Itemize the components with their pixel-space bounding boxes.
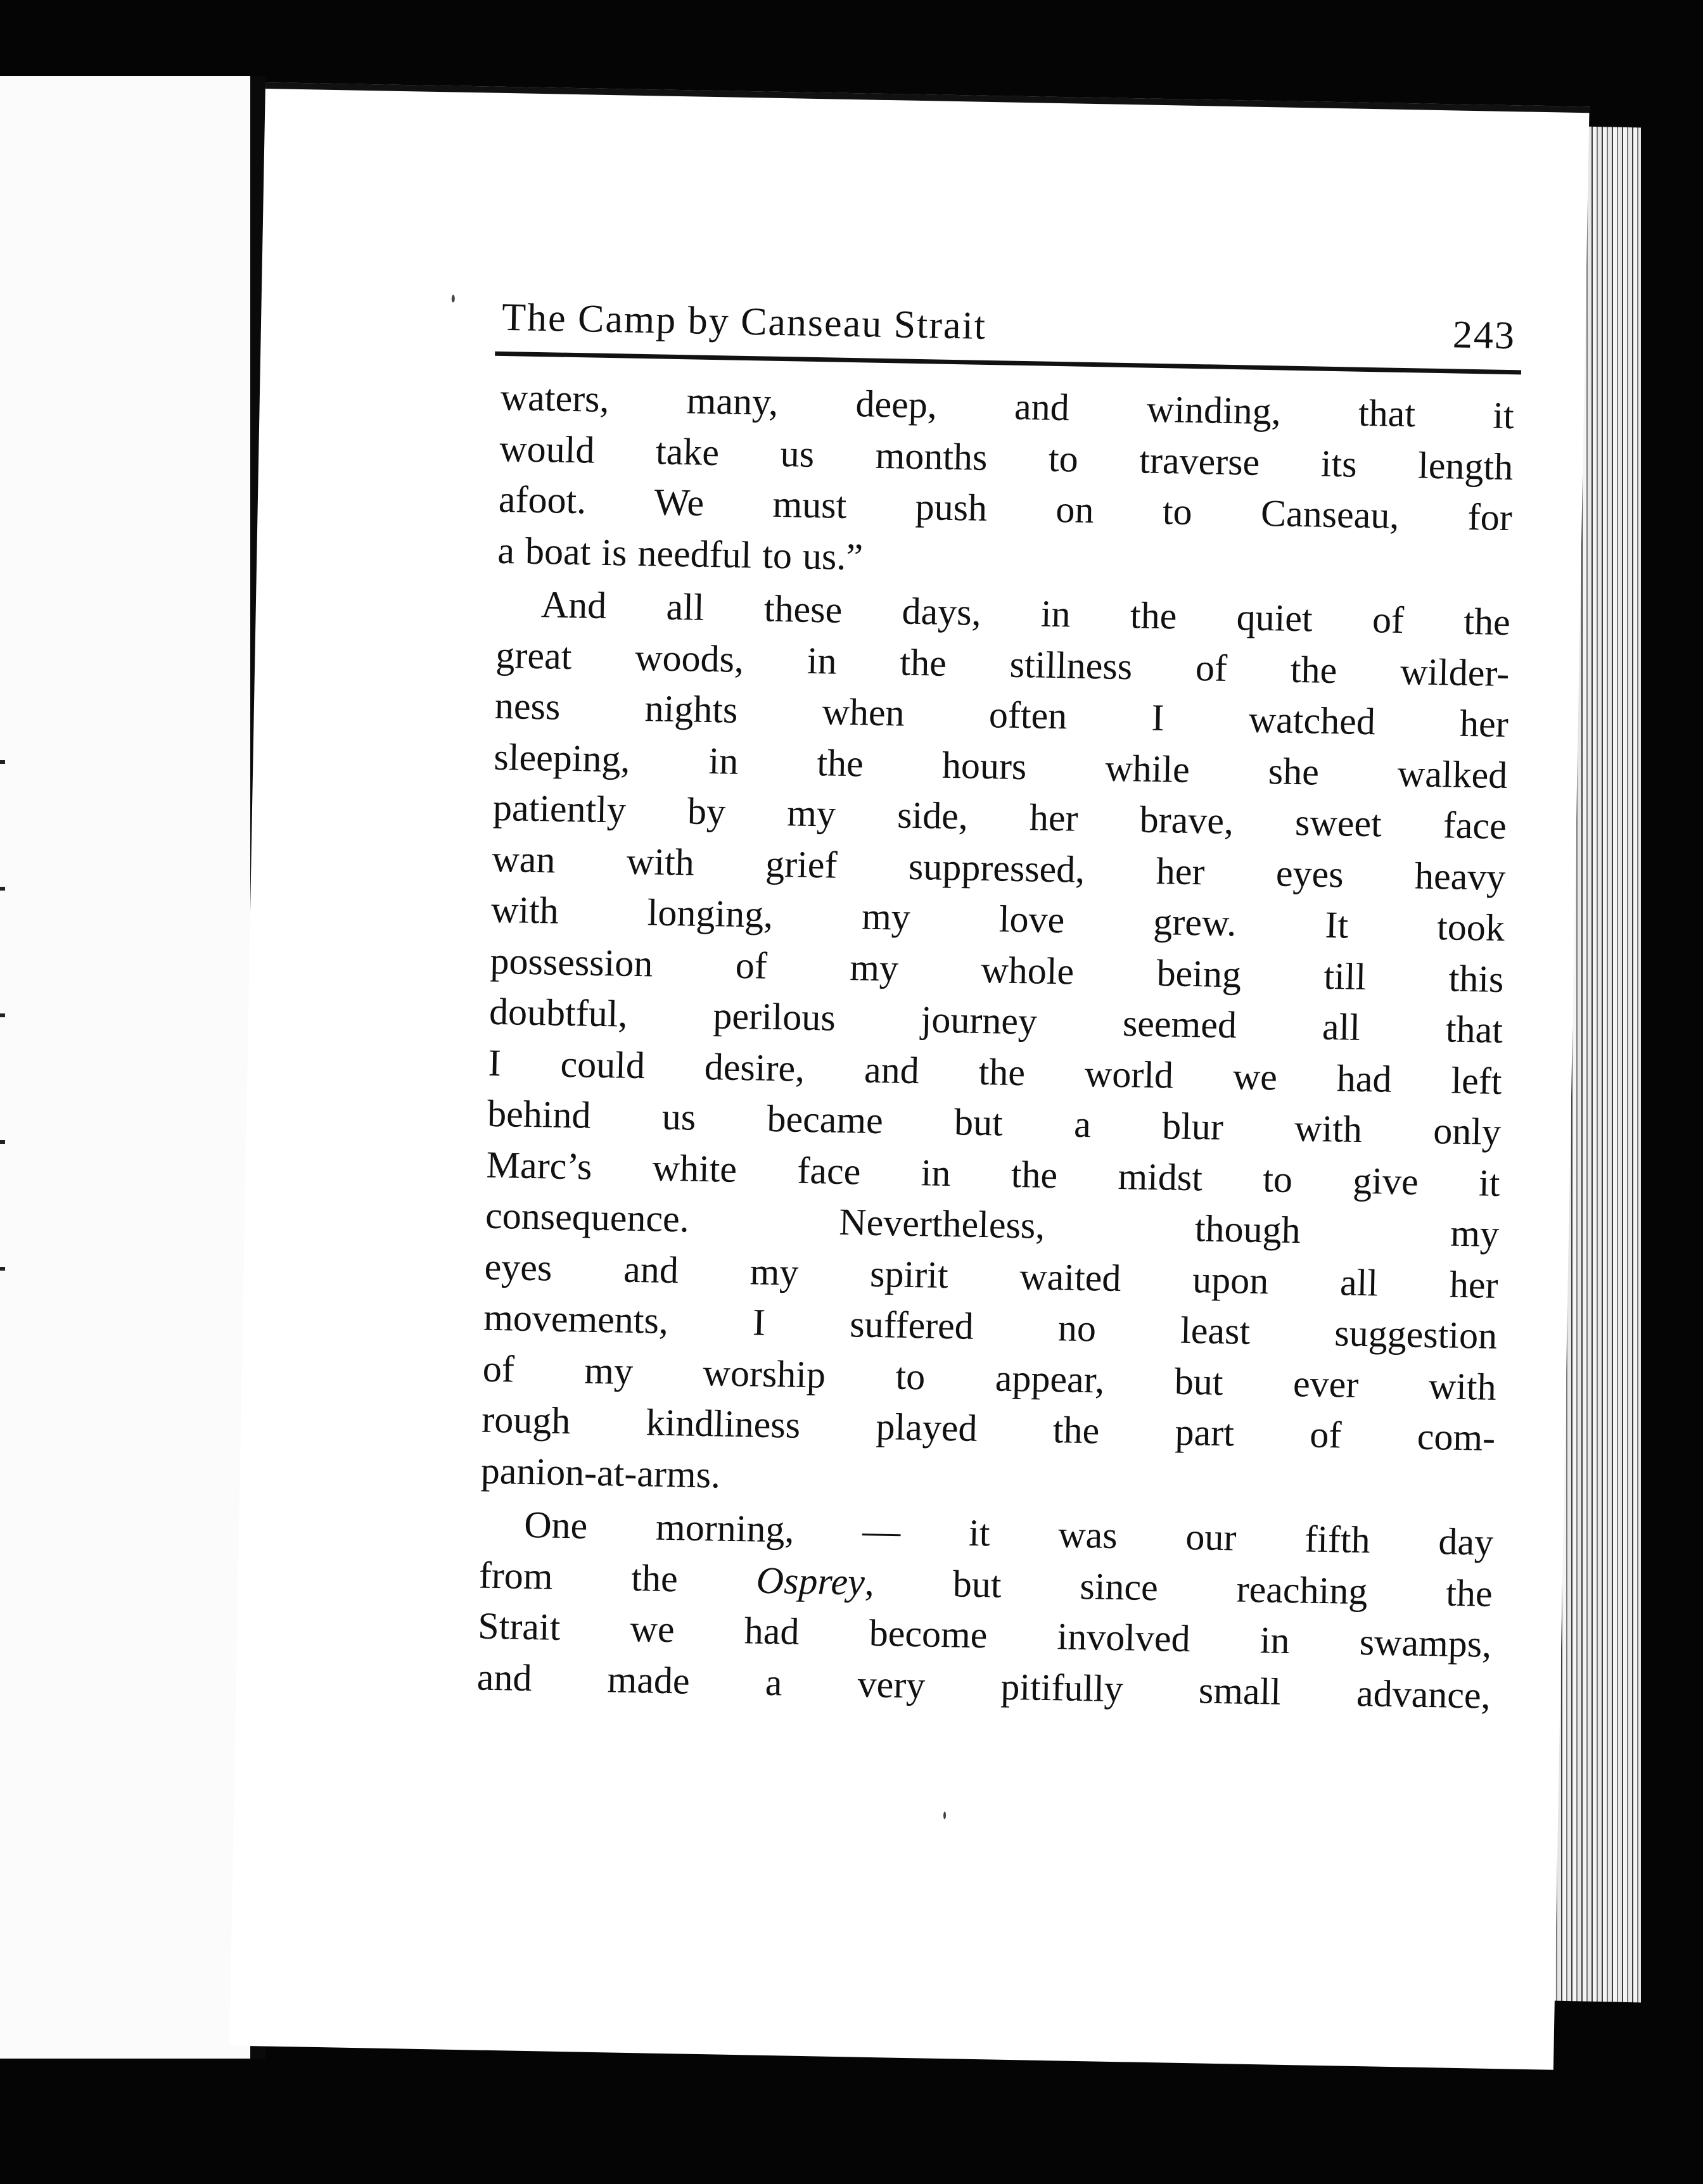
text-line: One morning, — it was our fifth day bbox=[523, 1503, 1494, 1563]
running-head bbox=[502, 283, 1516, 359]
text-line: eyes and my spirit waited upon all her bbox=[484, 1245, 1499, 1306]
text-line: I could desire, and the world we had left bbox=[488, 1041, 1503, 1102]
text-line: a boat is needful to us.” bbox=[497, 529, 864, 578]
text-line: Strait we had become involved in swamps, bbox=[477, 1604, 1492, 1665]
text-line: rough kindliness played the part of com- bbox=[481, 1398, 1496, 1459]
text-line: possession of my whole being till this bbox=[490, 939, 1504, 1000]
page-number: 243 bbox=[1452, 313, 1516, 358]
text-fragment: from the bbox=[478, 1554, 757, 1601]
text-line: panion-at-arms. bbox=[480, 1449, 721, 1496]
left-page-edge-marks bbox=[0, 760, 5, 1330]
text-line: sleeping, in the hours while she walked bbox=[493, 735, 1508, 796]
text-line: would take us months to traverse its length bbox=[499, 427, 1514, 488]
text-line: great woods, in the stillness of the wilder- bbox=[495, 633, 1510, 694]
text-line: waters, many, deep, and winding, that it bbox=[500, 376, 1515, 437]
body-text bbox=[476, 372, 1514, 1721]
text-line: doubtful, perilous journey seemed all that bbox=[488, 990, 1503, 1051]
scan-speck bbox=[452, 295, 455, 302]
text-line: and made a very pitifully small advance, bbox=[476, 1656, 1491, 1717]
scan-speck bbox=[943, 1812, 946, 1819]
text-line: ness nights when often I watched her bbox=[494, 684, 1509, 746]
text-line: wan with grief suppressed, her eyes heavy bbox=[492, 837, 1506, 898]
text-line: consequence. Nevertheless, though my bbox=[485, 1194, 1500, 1255]
text-fragment: , but since reaching the bbox=[864, 1561, 1493, 1615]
text-line: behind us became but a blur with only bbox=[487, 1092, 1502, 1153]
left-page bbox=[0, 76, 250, 2059]
text-line: movements, I suffered no least suggestion bbox=[483, 1296, 1498, 1357]
text-line: patiently by my side, her brave, sweet face bbox=[492, 786, 1507, 848]
ship-name-italic: Osprey bbox=[756, 1559, 865, 1603]
running-head-title: The Camp by Canseau Strait bbox=[501, 295, 987, 348]
text-line: afoot. We must push on to Canseau, for bbox=[498, 478, 1513, 539]
text-line: with longing, my love grew. It took bbox=[490, 888, 1505, 949]
text-line: Marc’s white face in the midst to give it bbox=[486, 1143, 1501, 1204]
right-page bbox=[229, 82, 1589, 2070]
text-line: And all these days, in the quiet of the bbox=[540, 583, 1511, 644]
text-line: of my worship to appear, but ever with bbox=[482, 1347, 1497, 1408]
